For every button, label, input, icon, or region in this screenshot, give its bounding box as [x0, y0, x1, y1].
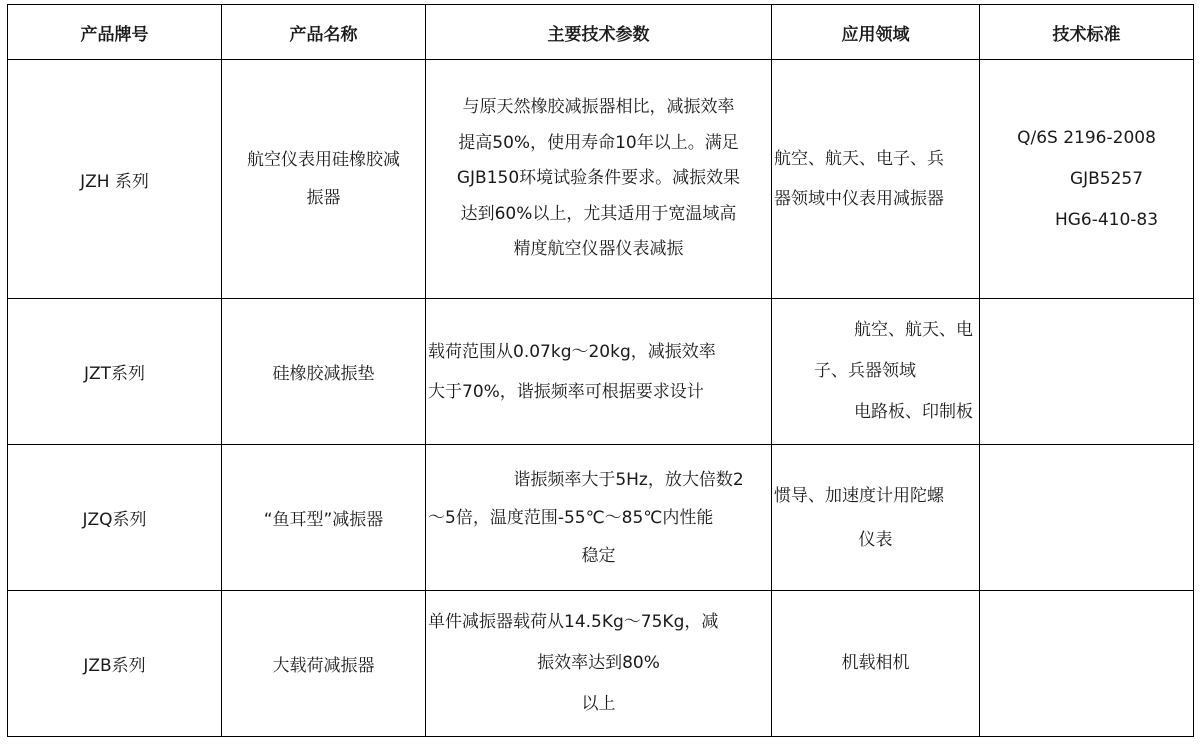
app-line: 机载相机 [841, 653, 910, 673]
param-line: 稳定 [581, 545, 616, 566]
param-line: 以上 [581, 694, 616, 714]
header-name: 产品名称 [222, 5, 426, 60]
name-line: 振器 [306, 188, 341, 208]
name-line: 航空仪表用硅橡胶减 [247, 150, 400, 170]
cell-application [772, 591, 980, 737]
cell-brand: JZB系列 [8, 591, 222, 737]
cell-name [222, 591, 426, 737]
app-line: 器领域中仪表用减振器 [774, 189, 944, 209]
cell-standard-empty [980, 299, 1194, 445]
param-line: 单件减振器载荷从14.5Kg～75Kg，减 [428, 612, 719, 632]
cell-standard-empty [980, 591, 1194, 737]
app-line: 仪表 [858, 529, 893, 550]
cell-brand: JZT系列 [8, 299, 222, 445]
cell-params [426, 60, 772, 299]
header-application: 应用领域 [772, 5, 980, 60]
param-line: GJB150环境试验条件要求。减振效果 [456, 168, 741, 189]
app-line: 惯导、加速度计用陀螺 [774, 485, 944, 506]
header-params: 主要技术参数 [426, 5, 772, 60]
app-line: 航空、航天、电 [854, 320, 973, 340]
param-line: 谐振频率大于5Hz，放大倍数2 [513, 469, 744, 490]
cell-application [772, 60, 980, 299]
app-line: 子、兵器领域 [814, 361, 916, 381]
table-row [8, 591, 1194, 737]
table-row [8, 299, 1194, 445]
param-line: 达到60%以上，尤其适用于宽温域高 [460, 203, 737, 224]
cell-brand: JZQ系列 [8, 445, 222, 591]
app-line: 电路板、印制板 [854, 402, 973, 422]
name-line: 硅橡胶减振垫 [272, 364, 375, 384]
cell-standard-empty [980, 445, 1194, 591]
standard-line: Q/6S 2196-2008 [1017, 127, 1156, 148]
name-line: “鱼耳型”减振器 [263, 510, 384, 530]
cell-name [222, 60, 426, 299]
cell-application [772, 445, 980, 591]
header-standard: 技术标准 [980, 5, 1194, 60]
cell-application [772, 299, 980, 445]
standard-line: GJB5257 [1069, 168, 1144, 189]
param-line: 提高50%，使用寿命10年以上。满足 [458, 132, 739, 153]
cell-params [426, 591, 772, 737]
cell-name [222, 445, 426, 591]
cell-params [426, 445, 772, 591]
app-line: 航空、航天、电子、兵 [774, 149, 944, 169]
product-table [7, 4, 1194, 737]
param-line: 与原天然橡胶减振器相比，减振效率 [462, 97, 735, 118]
cell-name [222, 299, 426, 445]
name-line: 大载荷减振器 [272, 656, 375, 676]
table-row [8, 445, 1194, 591]
cell-params [426, 299, 772, 445]
param-line: 精度航空仪器仪表减振 [513, 239, 684, 260]
header-brand: 产品牌号 [8, 5, 222, 60]
standard-line: HG6-410-83 [1054, 209, 1159, 230]
param-line: 大于70%，谐振频率可根据要求设计 [428, 381, 704, 402]
param-line: 振效率达到80% [537, 653, 660, 673]
param-line: ～5倍，温度范围-55℃～85℃内性能 [428, 507, 714, 528]
table-row [8, 60, 1194, 299]
cell-brand: JZH 系列 [8, 60, 222, 299]
param-line: 载荷范围从0.07kg～20kg，减振效率 [428, 341, 716, 362]
cell-standard [980, 60, 1194, 299]
table-header-row [8, 5, 1194, 60]
